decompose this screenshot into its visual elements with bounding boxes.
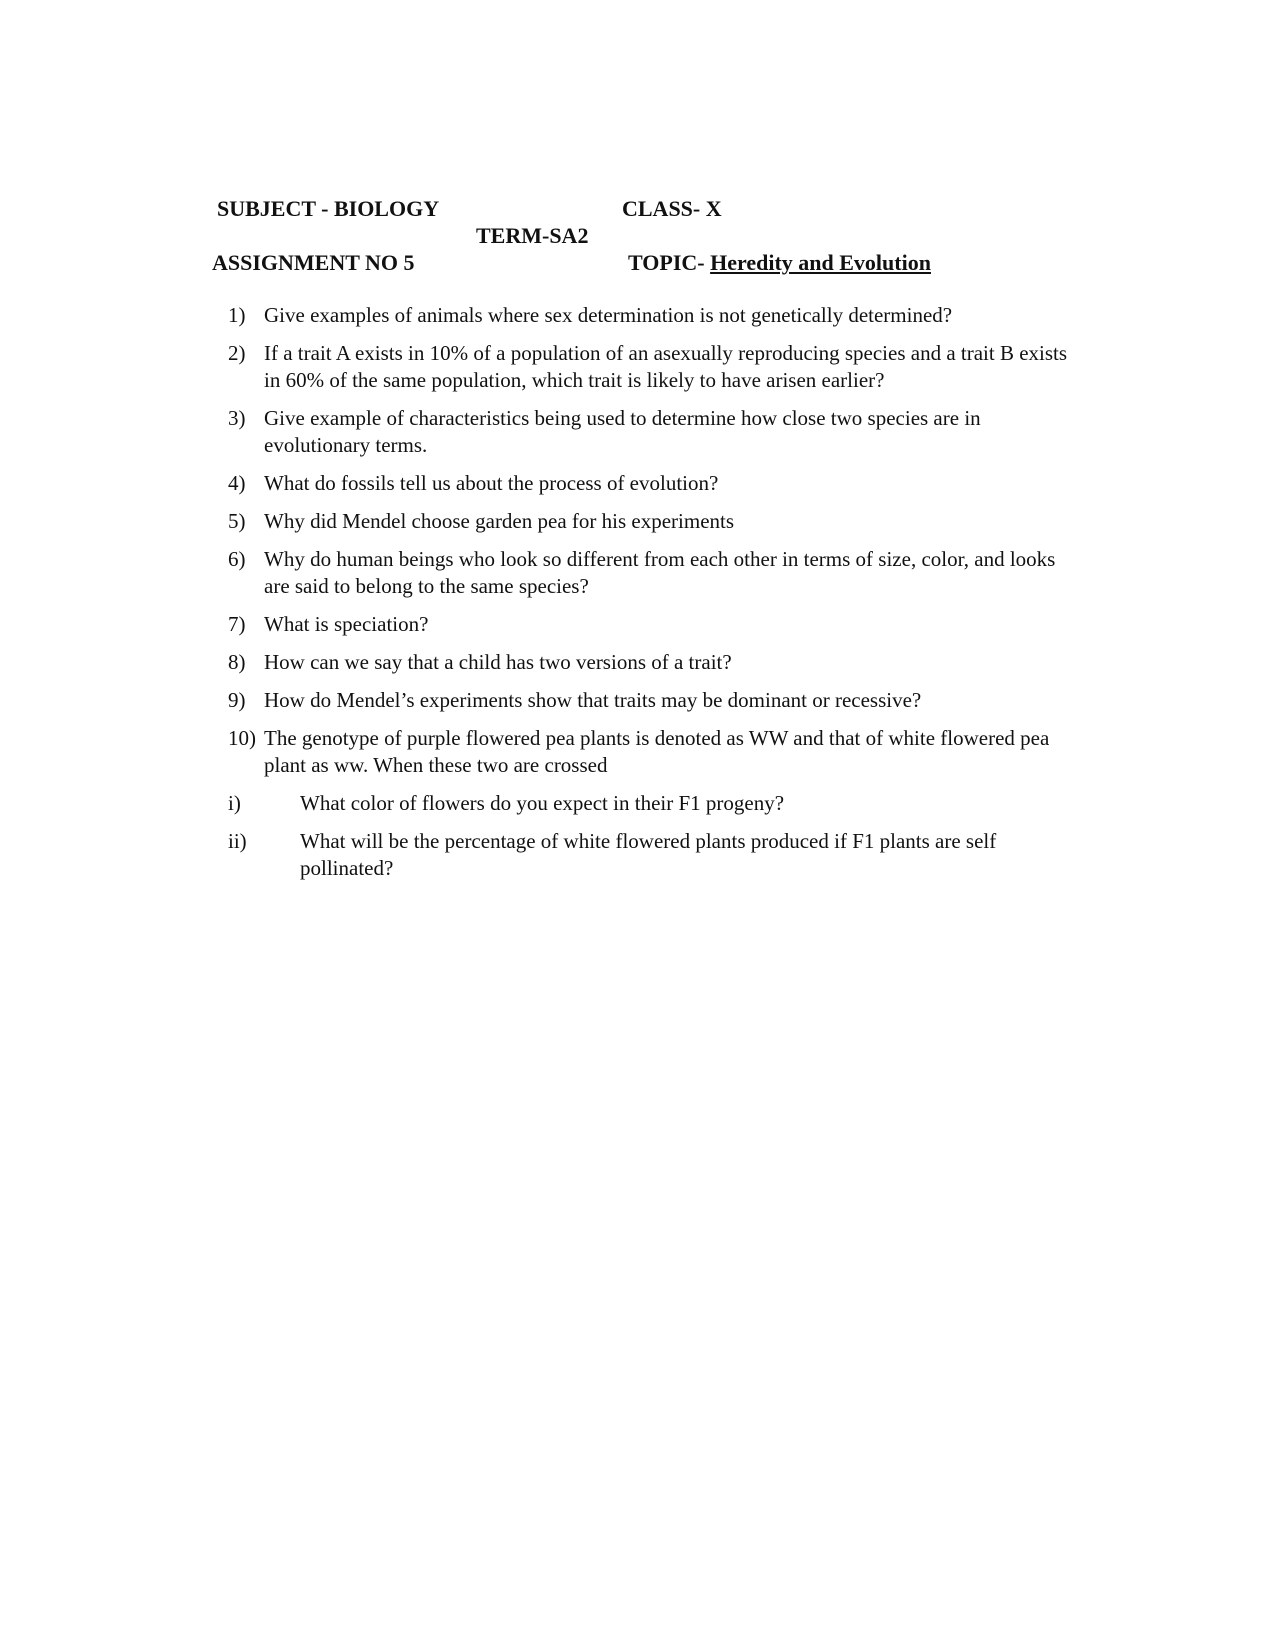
question-number: 5) [228, 509, 246, 533]
question-item [228, 687, 1078, 714]
question-number: 1) [228, 303, 246, 327]
question-item [228, 611, 1078, 638]
question-text: Why do human beings who look so different from each other in terms of size, color, and looks are said to belong to the same species? [264, 547, 1056, 598]
question-number: 6) [228, 547, 246, 571]
subquestion-item [228, 828, 1078, 882]
question-number: 10) [228, 726, 256, 750]
subquestion-number: i) [228, 791, 241, 815]
question-item [228, 302, 1078, 329]
question-text: Give example of characteristics being used to determine how close two species are in evolutionary terms. [264, 406, 981, 457]
question-item [228, 508, 1078, 535]
question-item [228, 340, 1078, 394]
question-text: How do Mendel’s experiments show that traits may be dominant or recessive? [264, 688, 922, 712]
question-text: The genotype of purple flowered pea plants is denoted as WW and that of white flowered pea plant as ww. When these two are crossed [264, 726, 1050, 777]
question-item [228, 725, 1078, 779]
subquestion-number: ii) [228, 829, 247, 853]
question-number: 9) [228, 688, 246, 712]
question-text: What do fossils tell us about the process of evolution? [264, 471, 719, 495]
question-text: What is speciation? [264, 612, 429, 636]
question-text: If a trait A exists in 10% of a population of an asexually reproducing species and a trait B exists in 60% of the same population, which trait is likely to have arisen earlier? [264, 341, 1068, 392]
question-text: How can we say that a child has two versions of a trait? [264, 650, 732, 674]
question-item [228, 405, 1078, 459]
subject-heading: SUBJECT - BIOLOGY [217, 196, 440, 221]
question-item [228, 470, 1078, 497]
question-number: 7) [228, 612, 246, 636]
topic-value: Heredity and Evolution [710, 250, 931, 275]
question-text: Give examples of animals where sex determination is not genetically determined? [264, 303, 953, 327]
subquestion-text: What color of flowers do you expect in their F1 progeny? [300, 791, 785, 815]
question-list [228, 302, 1078, 893]
topic-label: TOPIC- [628, 250, 711, 275]
question-text: Why did Mendel choose garden pea for his experiments [264, 509, 735, 533]
topic-heading [628, 250, 931, 276]
question-item [228, 546, 1078, 600]
question-number: 3) [228, 406, 246, 430]
question-item [228, 649, 1078, 676]
assignment-heading: ASSIGNMENT NO 5 [212, 250, 415, 275]
question-number: 8) [228, 650, 246, 674]
question-number: 4) [228, 471, 246, 495]
class-heading: CLASS- X [622, 196, 722, 221]
question-number: 2) [228, 341, 246, 365]
subquestion-item [228, 790, 1078, 817]
subquestion-text: What will be the percentage of white flowered plants produced if F1 plants are self pollinated? [300, 829, 997, 880]
term-heading: TERM-SA2 [476, 223, 589, 248]
